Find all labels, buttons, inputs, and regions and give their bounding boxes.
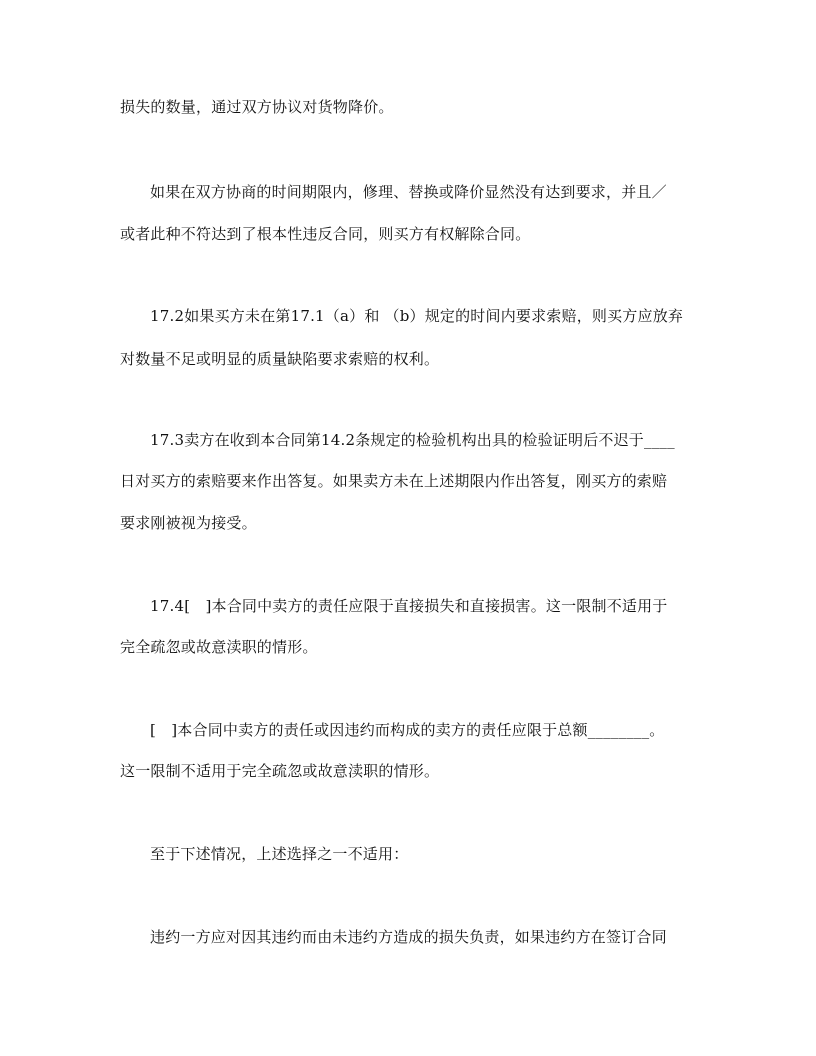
- paragraph-3-line-1: 17.2如果买方未在第17.1（a）和 （b）规定的时间内要求索赔，则买方应放弃: [150, 307, 684, 325]
- paragraph-8-line-1: 违约一方应对因其违约而由未违约方造成的损失负责，如果违约方在签订合同: [150, 928, 667, 946]
- paragraph-4-line-1: 17.3卖方在收到本合同第14.2条规定的检验机构出具的检验证明后不迟于____: [150, 431, 675, 449]
- paragraph-2-line-1: 如果在双方协商的时间期限内，修理、替换或降价显然没有达到要求，并且／: [150, 183, 667, 201]
- paragraph-6-line-1: [ ]本合同中卖方的责任或因违约而构成的卖方的责任应限于总额________。: [150, 721, 665, 739]
- paragraph-4-line-3: 要求刚被视为接受。: [120, 514, 257, 532]
- paragraph-7-line-1: 至于下述情况，上述选择之一不适用：: [150, 845, 409, 863]
- paragraph-5-line-2: 完全疏忽或故意渎职的情形。: [120, 638, 318, 656]
- paragraph-6-line-2: 这一限制不适用于完全疏忽或故意渎职的情形。: [120, 762, 440, 780]
- paragraph-4-line-2: 日对买方的索赔要来作出答复。如果卖方未在上述期限内作出答复，刚买方的索赔: [120, 472, 668, 490]
- paragraph-5-line-1: 17.4[ ]本合同中卖方的责任应限于直接损失和直接损害。这一限制不适用于: [150, 597, 668, 615]
- paragraph-2-line-2: 或者此种不符达到了根本性违反合同，则买方有权解除合同。: [120, 225, 531, 243]
- paragraph-3-line-2: 对数量不足或明显的质量缺陷要求索赔的权利。: [120, 350, 440, 368]
- paragraph-1-line-1: 损失的数量，通过双方协议对货物降价。: [120, 98, 394, 116]
